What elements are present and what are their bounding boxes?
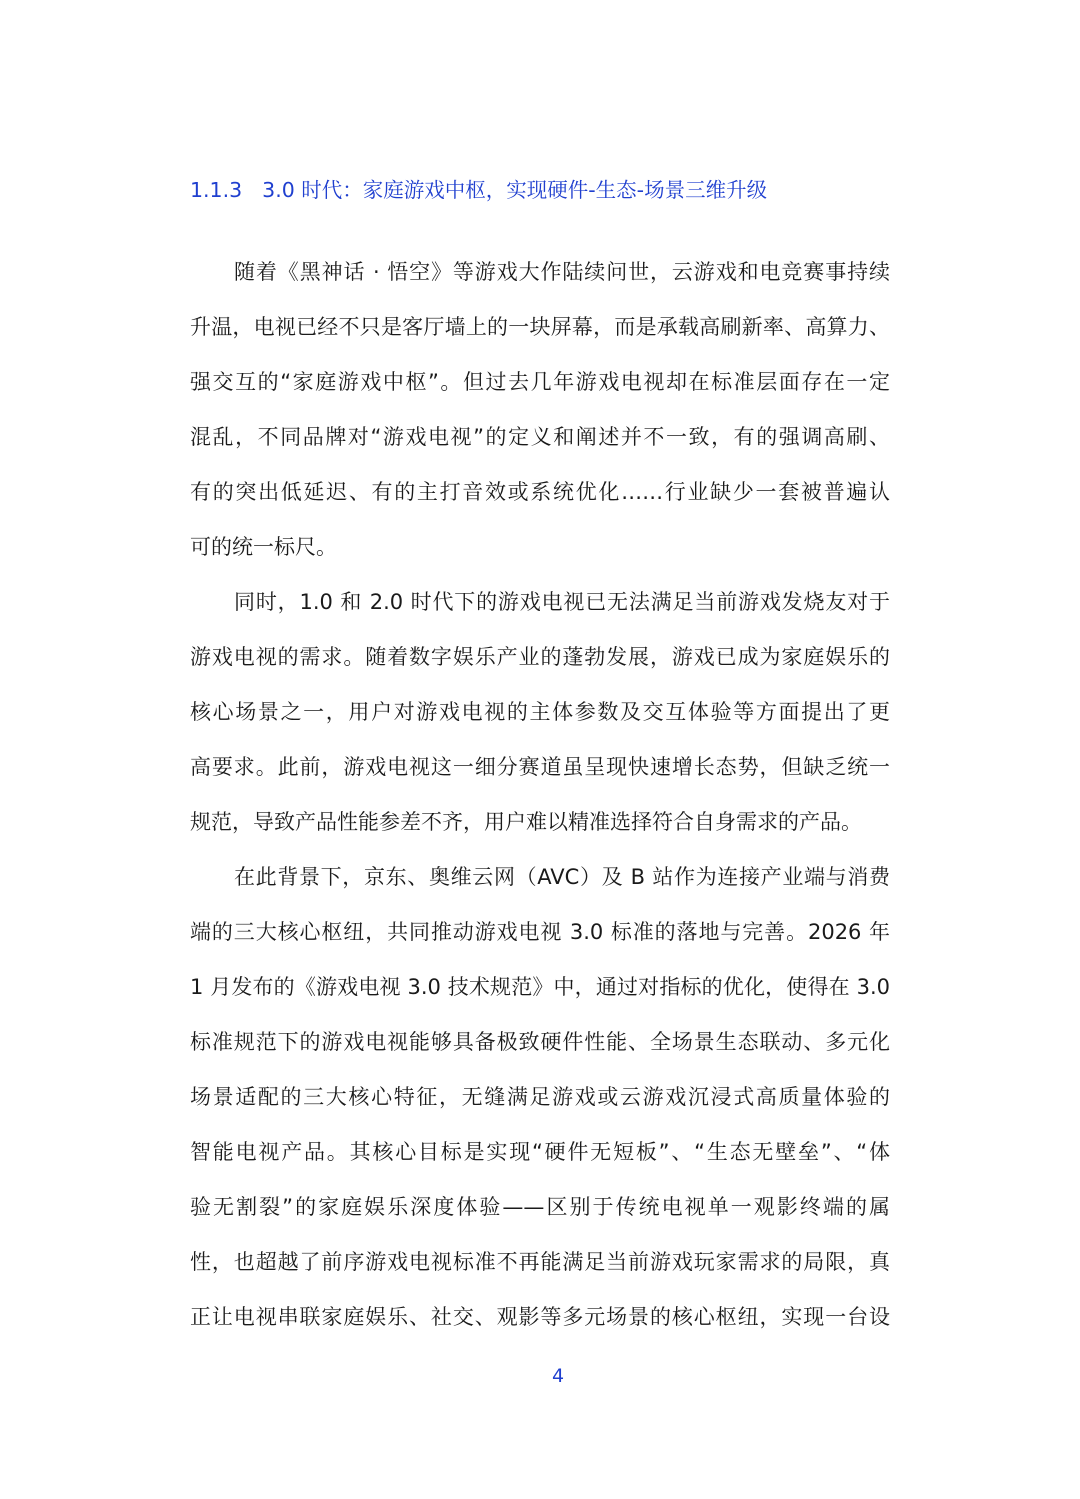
paragraph-line: 规范，导致产品性能参差不齐，用户难以精准选择符合自身需求的产品。 bbox=[190, 810, 862, 834]
paragraph-line: 智能电视产品。其核心目标是实现“硬件无短板”、“生态无壁垒”、“体 bbox=[190, 1140, 890, 1164]
section-number: 1.1.3 bbox=[190, 178, 243, 202]
section-title: 3.0 时代：家庭游戏中枢，实现硬件-生态-场景三维升级 bbox=[262, 178, 768, 202]
paragraph-line: 核心场景之一，用户对游戏电视的主体参数及交互体验等方面提出了更 bbox=[190, 700, 890, 724]
paragraph-line: 有的突出低延迟、有的主打音效或系统优化……行业缺少一套被普遍认 bbox=[190, 480, 890, 504]
paragraph-line: 混乱，不同品牌对“游戏电视”的定义和阐述并不一致，有的强调高刷、 bbox=[190, 425, 890, 449]
paragraph-line: 1 月发布的《游戏电视 3.0 技术规范》中，通过对指标的优化，使得在 3.0 bbox=[190, 975, 890, 999]
paragraph-line: 性，也超越了前序游戏电视标准不再能满足当前游戏玩家需求的局限，真 bbox=[190, 1250, 890, 1274]
paragraph-line: 标准规范下的游戏电视能够具备极致硬件性能、全场景生态联动、多元化 bbox=[190, 1030, 890, 1054]
paragraph-line: 随着《黑神话 · 悟空》等游戏大作陆续问世，云游戏和电竞赛事持续 bbox=[234, 260, 890, 284]
paragraph-line: 验无割裂”的家庭娱乐深度体验——区别于传统电视单一观影终端的属 bbox=[190, 1195, 890, 1219]
paragraph-line: 游戏电视的需求。随着数字娱乐产业的蓬勃发展，游戏已成为家庭娱乐的 bbox=[190, 645, 890, 669]
paragraph-line: 端的三大核心枢纽，共同推动游戏电视 3.0 标准的落地与完善。2026 年 bbox=[190, 920, 890, 944]
paragraph-line: 高要求。此前，游戏电视这一细分赛道虽呈现快速增长态势，但缺乏统一 bbox=[190, 755, 890, 779]
paragraph-line: 升温，电视已经不只是客厅墙上的一块屏幕，而是承载高刷新率、高算力、 bbox=[190, 315, 890, 339]
paragraph-line: 在此背景下，京东、奥维云网（AVC）及 B 站作为连接产业端与消费 bbox=[234, 865, 890, 889]
paragraph-line: 可的统一标尺。 bbox=[190, 535, 337, 559]
paragraph-line: 场景适配的三大核心特征，无缝满足游戏或云游戏沉浸式高质量体验的 bbox=[190, 1085, 890, 1109]
paragraph-line: 正让电视串联家庭娱乐、社交、观影等多元场景的核心枢纽，实现一台设 bbox=[190, 1305, 890, 1329]
page-number: 4 bbox=[551, 1365, 565, 1387]
paragraph-line: 强交互的“家庭游戏中枢”。但过去几年游戏电视却在标准层面存在一定 bbox=[190, 370, 890, 394]
section-heading bbox=[190, 170, 910, 210]
paragraph-line: 同时，1.0 和 2.0 时代下的游戏电视已无法满足当前游戏发烧友对于 bbox=[234, 590, 890, 614]
